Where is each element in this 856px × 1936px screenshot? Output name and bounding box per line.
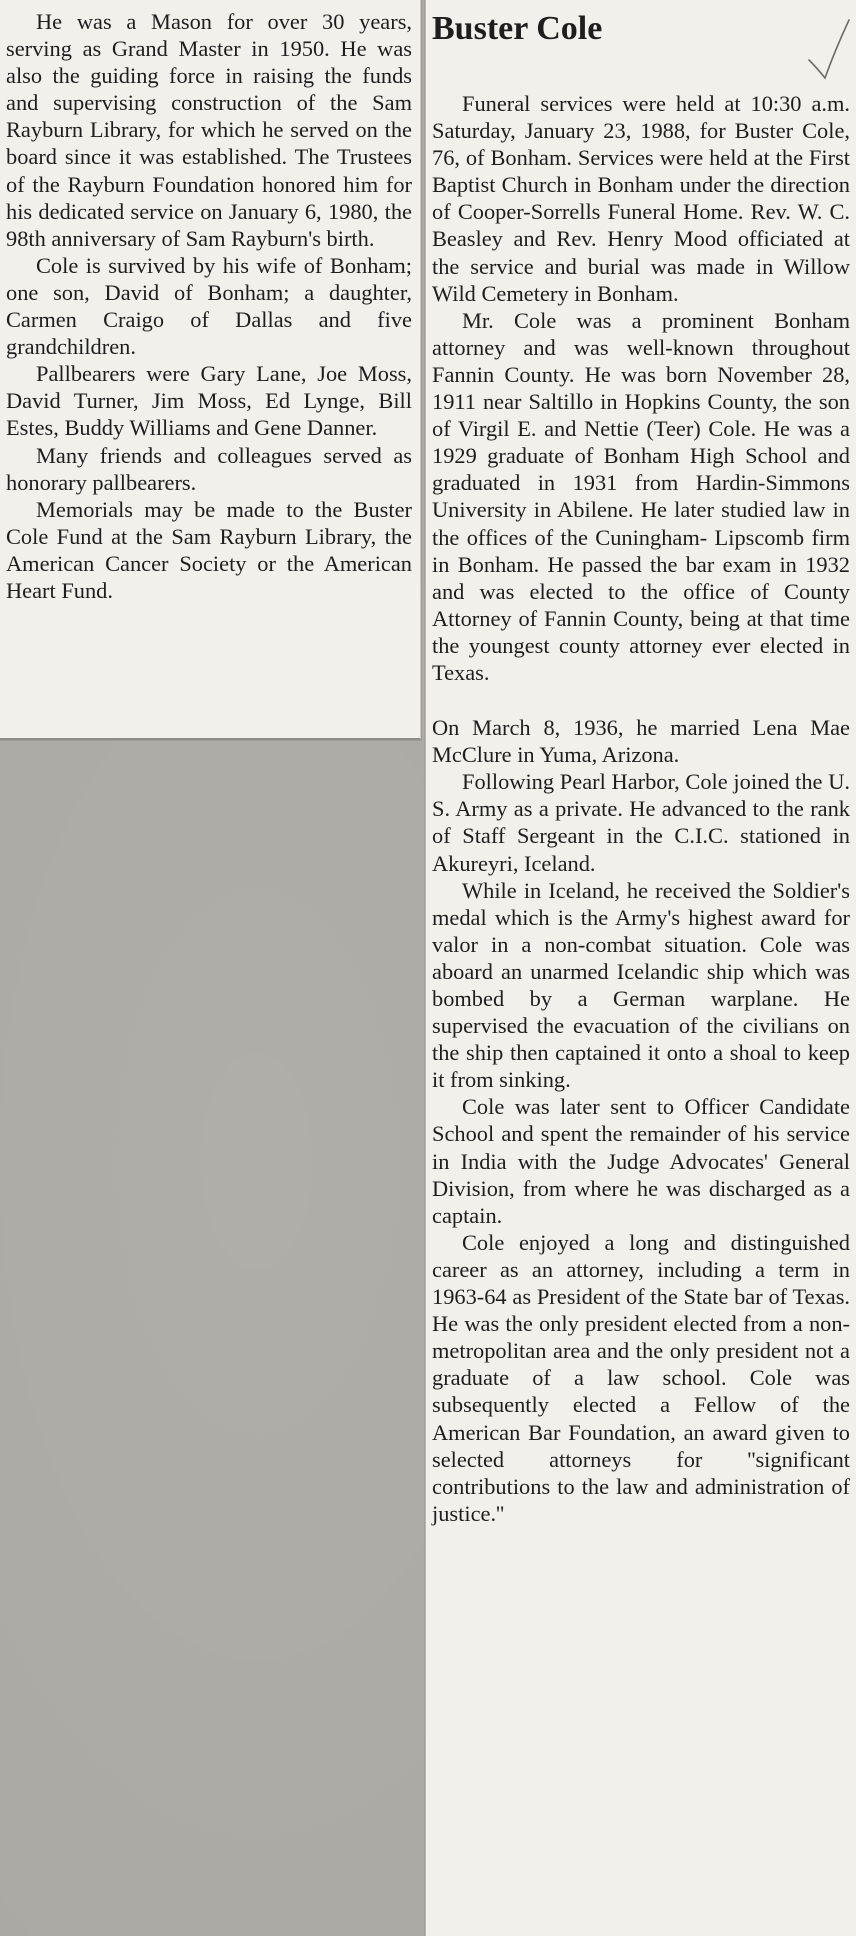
- paragraph-memorials: Memorials may be made to the Buster Cole Fund at the Sam Rayburn Library, the American Cancer Society or the American Heart Fund.: [6, 496, 412, 603]
- clipping-left-column: [0, 0, 421, 740]
- paragraph-army: Following Pearl Harbor, Cole joined the U. S. Army as a private. He advanced to the rank of Staff Sergeant in the C.I.C. stationed in Akureyri, Iceland.: [432, 769, 850, 876]
- paragraph-honorary-pallbearers: Many friends and colleagues served as honorary pallbearers.: [6, 442, 412, 495]
- paragraph-iceland: While in Iceland, he received the Soldier's medal which is the Army's highest award for valor in a non-combat situation. Cole was aboard an unarmed Icelandic ship which was bombed by a German warplane. He supervised the evacuation of the civilians on the ship then captained it onto a shoal to keep it from sinking.: [432, 877, 850, 1093]
- obituary-headline: Buster Cole: [432, 10, 603, 47]
- paragraph-career: Cole enjoyed a long and distinguished career as an attorney, including a term in 1963-64 as President of the State bar of Texas. He was the only president elected from a non-metropolitan area and the only president not a graduate of a law school. Cole was subsequently elected a Fellow of the American Bar Foundation, an award given to selected attorneys for ''significant contributions to the law and administration of justice.'': [432, 1229, 850, 1526]
- paragraph-mason-library: He was a Mason for over 30 years, serving as Grand Master in 1950. He was also the guiding force in raising the funds and supervising construction of the Sam Rayburn Library, for which he served on the board since it was established. The Trustees of the Rayburn Foundation honored him for his dedicated service on January 6, 1980, the 98th anniversary of Sam Rayburn's birth.: [6, 9, 412, 251]
- clipping-right-column: [425, 0, 856, 1936]
- paragraph-survivors: Cole is survived by his wife of Bonham; one son, David of Bonham; a daughter, Carmen Craigo of Dallas and five grandchildren.: [6, 252, 412, 360]
- column-gap: [432, 686, 850, 714]
- paragraph-marriage: On March 8, 1936, he married Lena Mae McClure in Yuma, Arizona.: [432, 715, 850, 768]
- paragraph-biography: Mr. Cole was a prominent Bonham attorney and was well-known throughout Fannin County. He was born November 28, 1911 near Saltillo in Hopkins County, the son of Virgil E. and Nettie (Teer) Cole. He was a 1929 graduate of Bonham High School and graduated in 1931 from Hardin-Simmons University in Abilene. He later studied law in the offices of the Cuningham- Lipscomb firm in Bonham. He passed the bar exam in 1932 and was elected to the office of County Attorney of Fannin County, being at that time the youngest county attorney ever elected in Texas.: [432, 307, 850, 685]
- paragraph-india: Cole was later sent to Officer Candidate School and spent the remainder of his service in India with the Judge Advocates' General Division, from where he was discharged as a captain.: [432, 1094, 850, 1228]
- paragraph-pallbearers: Pallbearers were Gary Lane, Joe Moss, David Turner, Jim Moss, Ed Lynge, Bill Estes, Buddy Williams and Gene Danner.: [6, 361, 412, 441]
- obituary-main: [432, 6, 850, 1527]
- paragraph-funeral-services: Funeral services were held at 10:30 a.m. Saturday, January 23, 1988, for Buster Cole, 76, of Bonham. Services were held at the First Baptist Church in Bonham under the direction of Cooper-Sorrells Funeral Home. Rev. W. C. Beasley and Rev. Henry Mood officiated at the service and burial was made in Willow Wild Cemetery in Bonham.: [432, 91, 850, 306]
- obituary-continuation: [6, 8, 412, 604]
